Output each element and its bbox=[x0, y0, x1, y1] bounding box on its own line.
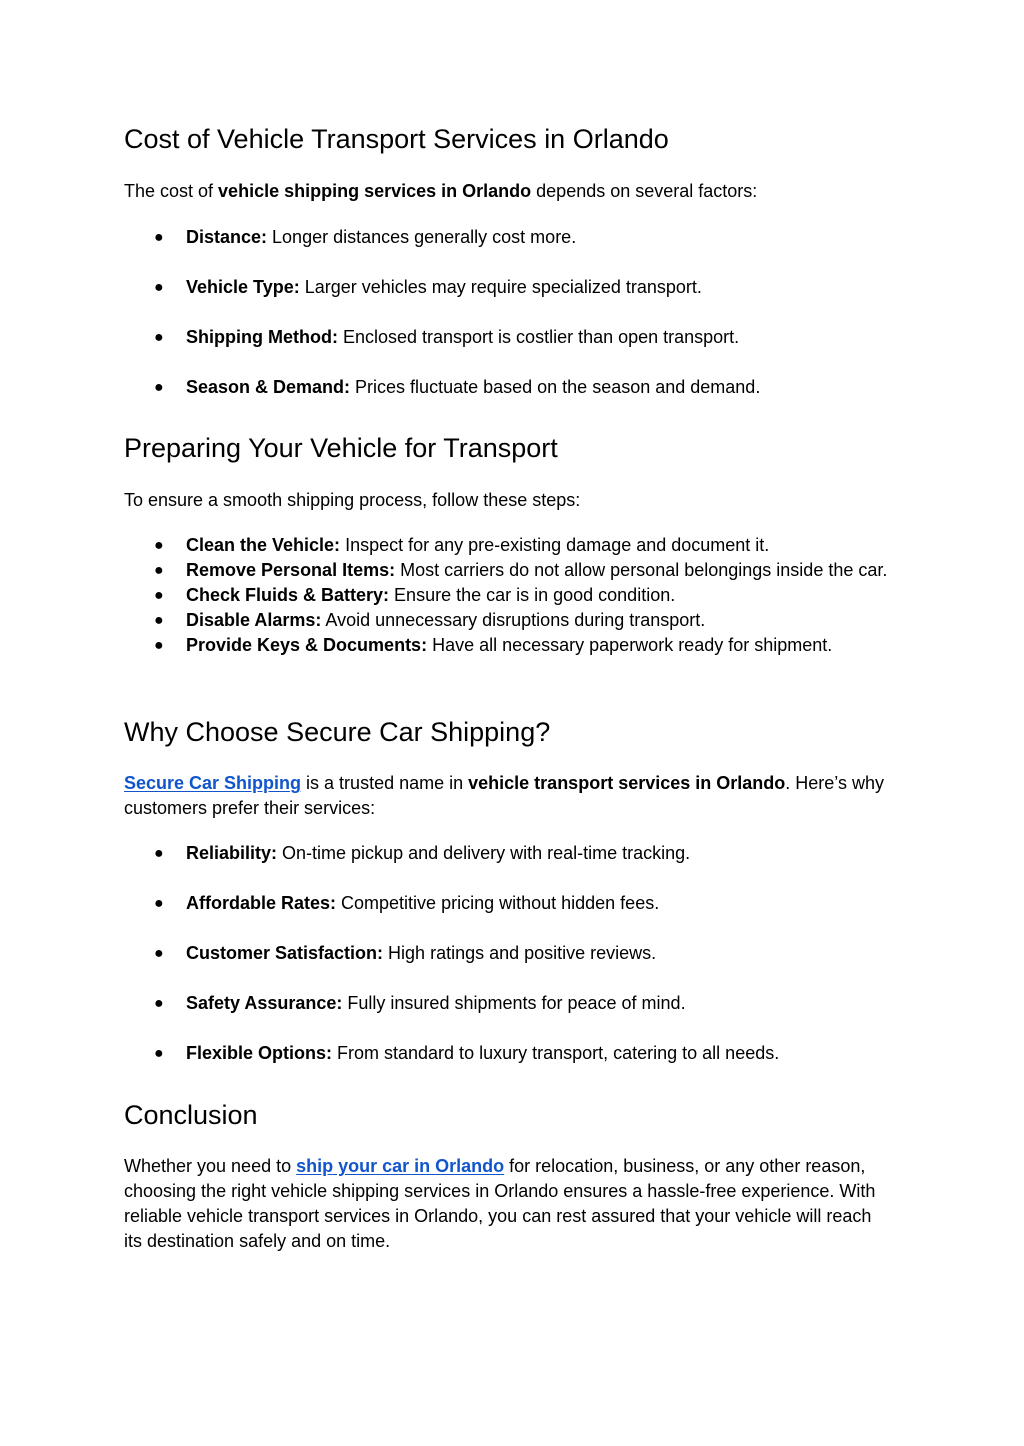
list-item bbox=[124, 633, 894, 658]
ship-car-orlando-link[interactable]: ship your car in Orlando bbox=[296, 1156, 505, 1176]
prep-steps-list bbox=[124, 533, 894, 658]
why-intro-bold: vehicle transport services in Orlando bbox=[468, 773, 786, 793]
list-item bbox=[124, 941, 894, 966]
item-text: Ensure the car is in good condition. bbox=[389, 585, 676, 605]
conclusion-post: for relocation, business, or any other reason, choosing the right vehicle shipping services in Orlando ensures a hassle-free experience. With reliable vehicle transport services in Orlando, you can rest assured that your vehicle will reach its destination safely and on time. bbox=[124, 1156, 876, 1251]
bullet-icon: ● bbox=[154, 562, 164, 579]
item-label: Flexible Options: bbox=[186, 1043, 333, 1063]
bullet-icon: ● bbox=[154, 379, 164, 396]
item-text: Fully insured shipments for peace of mind. bbox=[342, 993, 686, 1013]
bullet-icon: ● bbox=[154, 845, 164, 862]
list-item bbox=[124, 325, 894, 350]
section-heading-cost: Cost of Vehicle Transport Services in Orlando bbox=[124, 124, 669, 154]
list-item bbox=[124, 225, 894, 250]
item-text: Longer distances generally cost more. bbox=[267, 227, 577, 247]
item-label: Season & Demand: bbox=[186, 377, 351, 397]
item-text: Most carriers do not allow personal belongings inside the car. bbox=[395, 560, 888, 580]
why-intro-mid: is a trusted name in bbox=[301, 773, 469, 793]
bullet-icon: ● bbox=[154, 1045, 164, 1062]
cost-intro-post: depends on several factors: bbox=[531, 181, 758, 201]
item-label: Shipping Method: bbox=[186, 327, 338, 347]
list-item bbox=[124, 558, 894, 583]
item-label: Affordable Rates: bbox=[186, 893, 337, 913]
item-label: Safety Assurance: bbox=[186, 993, 343, 1013]
item-label: Vehicle Type: bbox=[186, 277, 300, 297]
why-reasons-list bbox=[124, 841, 894, 1066]
bullet-icon: ● bbox=[154, 995, 164, 1012]
conclusion-paragraph bbox=[124, 1154, 894, 1254]
cost-intro-bold: vehicle shipping services in Orlando bbox=[218, 181, 532, 201]
list-item bbox=[124, 275, 894, 300]
item-label: Disable Alarms: bbox=[186, 610, 322, 630]
item-text: Prices fluctuate based on the season and demand. bbox=[350, 377, 761, 397]
list-item bbox=[124, 533, 894, 558]
secure-car-shipping-link[interactable]: Secure Car Shipping bbox=[124, 773, 302, 793]
item-text: Inspect for any pre-existing damage and document it. bbox=[340, 535, 770, 555]
bullet-icon: ● bbox=[154, 279, 164, 296]
why-intro-paragraph bbox=[124, 771, 894, 821]
cost-intro-paragraph bbox=[124, 179, 894, 204]
item-label: Provide Keys & Documents: bbox=[186, 635, 428, 655]
list-item bbox=[124, 841, 894, 866]
item-label: Clean the Vehicle: bbox=[186, 535, 341, 555]
list-item bbox=[124, 608, 894, 633]
item-text: Have all necessary paperwork ready for shipment. bbox=[427, 635, 833, 655]
list-item bbox=[124, 1041, 894, 1066]
section-heading-conclusion: Conclusion bbox=[124, 1100, 258, 1130]
bullet-icon: ● bbox=[154, 537, 164, 554]
item-text: High ratings and positive reviews. bbox=[383, 943, 657, 963]
list-item bbox=[124, 375, 894, 400]
item-text: Larger vehicles may require specialized transport. bbox=[299, 277, 702, 297]
cost-factors-list bbox=[124, 225, 894, 400]
item-text: On-time pickup and delivery with real-time tracking. bbox=[277, 843, 691, 863]
section-heading-why-choose: Why Choose Secure Car Shipping? bbox=[124, 717, 551, 747]
item-text: Enclosed transport is costlier than open transport. bbox=[337, 327, 740, 347]
why-intro-post: . Here’s why customers prefer their services: bbox=[124, 773, 884, 818]
item-label: Customer Satisfaction: bbox=[186, 943, 384, 963]
item-label: Reliability: bbox=[186, 843, 278, 863]
section-heading-preparing: Preparing Your Vehicle for Transport bbox=[124, 433, 558, 463]
list-item bbox=[124, 891, 894, 916]
conclusion-pre: Whether you need to bbox=[124, 1156, 297, 1176]
bullet-icon: ● bbox=[154, 945, 164, 962]
item-text: Competitive pricing without hidden fees. bbox=[336, 893, 660, 913]
item-text: From standard to luxury transport, catering to all needs. bbox=[332, 1043, 780, 1063]
item-label: Check Fluids & Battery: bbox=[186, 585, 390, 605]
bullet-icon: ● bbox=[154, 587, 164, 604]
cost-intro-pre: The cost of bbox=[124, 181, 219, 201]
bullet-icon: ● bbox=[154, 895, 164, 912]
list-item bbox=[124, 991, 894, 1016]
bullet-icon: ● bbox=[154, 329, 164, 346]
prep-intro-paragraph: To ensure a smooth shipping process, follow these steps: bbox=[124, 490, 581, 510]
item-text: Avoid unnecessary disruptions during transport. bbox=[321, 610, 706, 630]
bullet-icon: ● bbox=[154, 229, 164, 246]
bullet-icon: ● bbox=[154, 637, 164, 654]
bullet-icon: ● bbox=[154, 612, 164, 629]
item-label: Remove Personal Items: bbox=[186, 560, 396, 580]
list-item bbox=[124, 583, 894, 608]
item-label: Distance: bbox=[186, 227, 268, 247]
